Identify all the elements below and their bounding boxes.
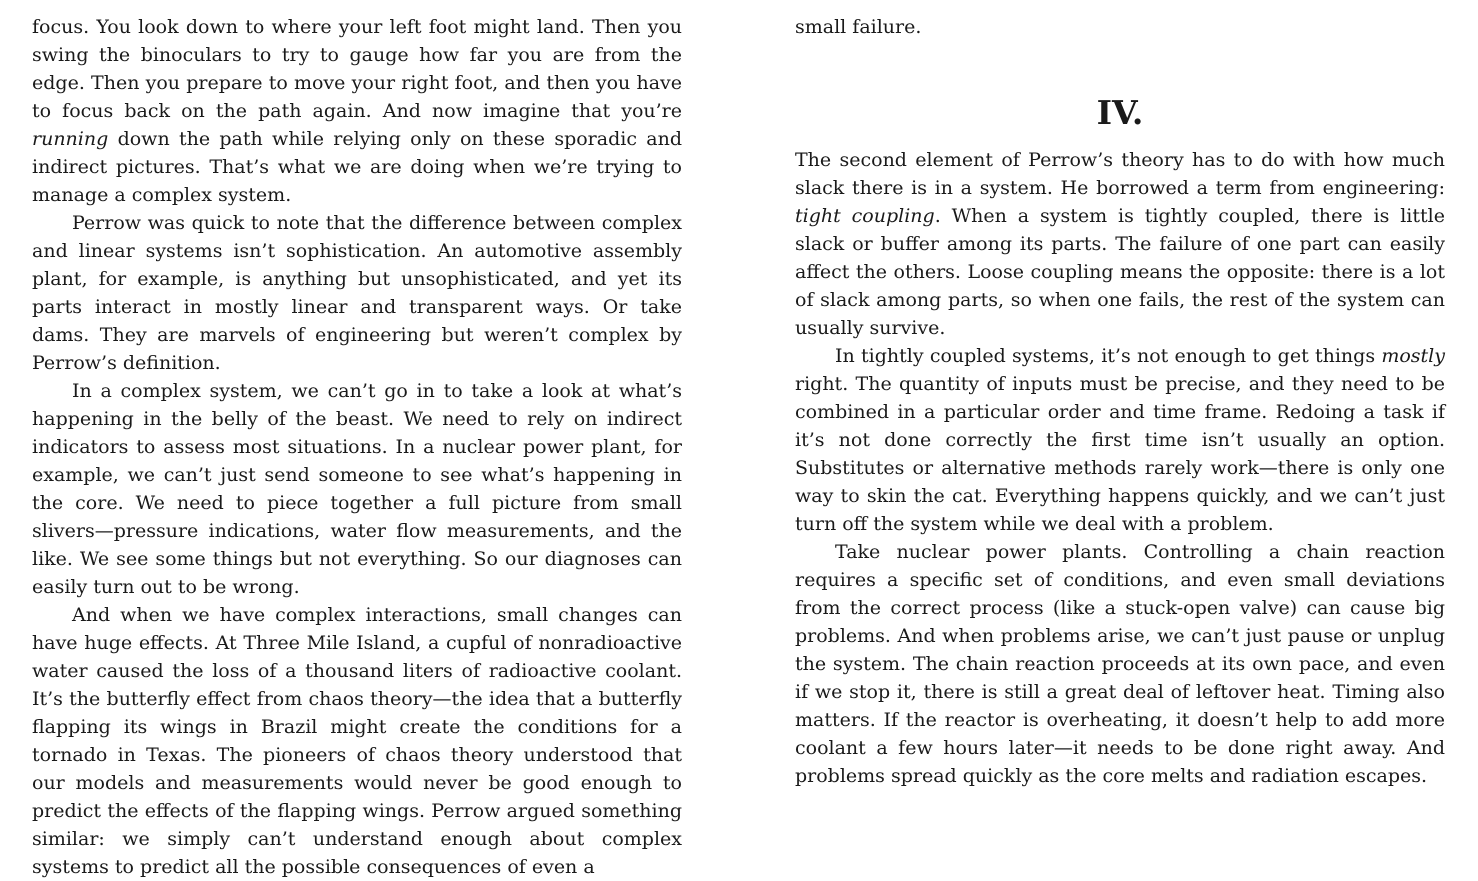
right-page-intro bbox=[795, 13, 1445, 41]
left-page-body bbox=[32, 13, 682, 881]
text-run: down the path while relying only on these sporadic and indirect pictures. That’s what we are doing when we’re trying to manage a complex system. bbox=[32, 128, 682, 206]
paragraph bbox=[795, 342, 1445, 538]
emphasis-text: tight coupling bbox=[795, 205, 935, 227]
left-page bbox=[32, 13, 682, 881]
paragraph bbox=[32, 377, 682, 601]
paragraph bbox=[32, 209, 682, 377]
text-run: Take nuclear power plants. Controlling a chain reaction requires a specific set of conditions, and even small deviations from the correct process (like a stuck-open valve) can cause big problems. And when problems arise, we can’t just pause or unplug the system. The chain reaction proceeds at its own pace, and even if we stop it, there is still a great deal of leftover heat. Timing also matters. If the reactor is overheating, it doesn’t help to add more coolant a few hours later—it needs to be done right away. And problems spread quickly as the core melts and radiation escapes. bbox=[795, 541, 1445, 787]
emphasis-text: running bbox=[32, 128, 109, 150]
paragraph bbox=[795, 538, 1445, 790]
text-run: The second element of Perrow’s theory has to do with how much slack there is in a system. He borrowed a term from engineering: bbox=[795, 149, 1445, 199]
text-run: In tightly coupled systems, it’s not enough to get things bbox=[835, 345, 1382, 367]
paragraph bbox=[795, 13, 1445, 41]
text-run: small failure. bbox=[795, 16, 922, 38]
text-run: focus. You look down to where your left foot might land. Then you swing the binoculars to try to gauge how far you are from the edge. Then you prepare to move your right foot, and then you have to focus back on the path again. And now imagine that you’re bbox=[32, 16, 682, 122]
text-run: In a complex system, we can’t go in to take a look at what’s happening in the belly of the beast. We need to rely on indirect indicators to assess most situations. In a nuclear power plant, for example, we can’t just send someone to see what’s happening in the core. We need to piece together a full picture from small slivers—pressure indications, water flow measurements, and the like. We see some things but not everything. So our diagnoses can easily turn out to be wrong. bbox=[32, 380, 682, 598]
text-run: And when we have complex interactions, small changes can have huge effects. At Three Mile Island, a cupful of nonradioactive water caused the loss of a thousand liters of radioactive coolant. It’s the butterfly effect from chaos theory—the idea that a butterfly flapping its wings in Brazil might create the conditions for a tornado in Texas. The pioneers of chaos theory understood that our models and measurements would never be good enough to predict the effects of the flapping wings. Perrow argued something similar: we simply can’t understand enough about complex systems to predict all the possible consequences of even a bbox=[32, 604, 682, 878]
paragraph bbox=[32, 601, 682, 881]
section-heading: IV. bbox=[1096, 93, 1144, 132]
text-run: Perrow was quick to note that the difference between complex and linear systems isn’t sophistication. An automotive assembly plant, for example, is anything but unsophisticated, and yet its parts interact in mostly linear and transparent ways. Or take dams. They are marvels of engineering but weren’t complex by Perrow’s definition. bbox=[32, 212, 682, 374]
paragraph bbox=[795, 146, 1445, 342]
paragraph bbox=[32, 13, 682, 209]
right-page-body bbox=[795, 146, 1445, 790]
text-run: . When a system is tightly coupled, there is little slack or buffer among its parts. The failure of one part can easily affect the others. Loose coupling means the opposite: there is a lot of slack among parts, so when one fails, the rest of the system can usually survive. bbox=[795, 205, 1445, 339]
right-page bbox=[795, 13, 1445, 790]
emphasis-text: mostly bbox=[1381, 345, 1445, 367]
text-run: right. The quantity of inputs must be precise, and they need to be combined in a particular order and time frame. Redoing a task if it’s not done correctly the first time isn’t usually an option. Substitutes or alternative methods rarely work—there is only one way to skin the cat. Everything happens quickly, and we can’t just turn off the system while we deal with a problem. bbox=[795, 373, 1445, 535]
